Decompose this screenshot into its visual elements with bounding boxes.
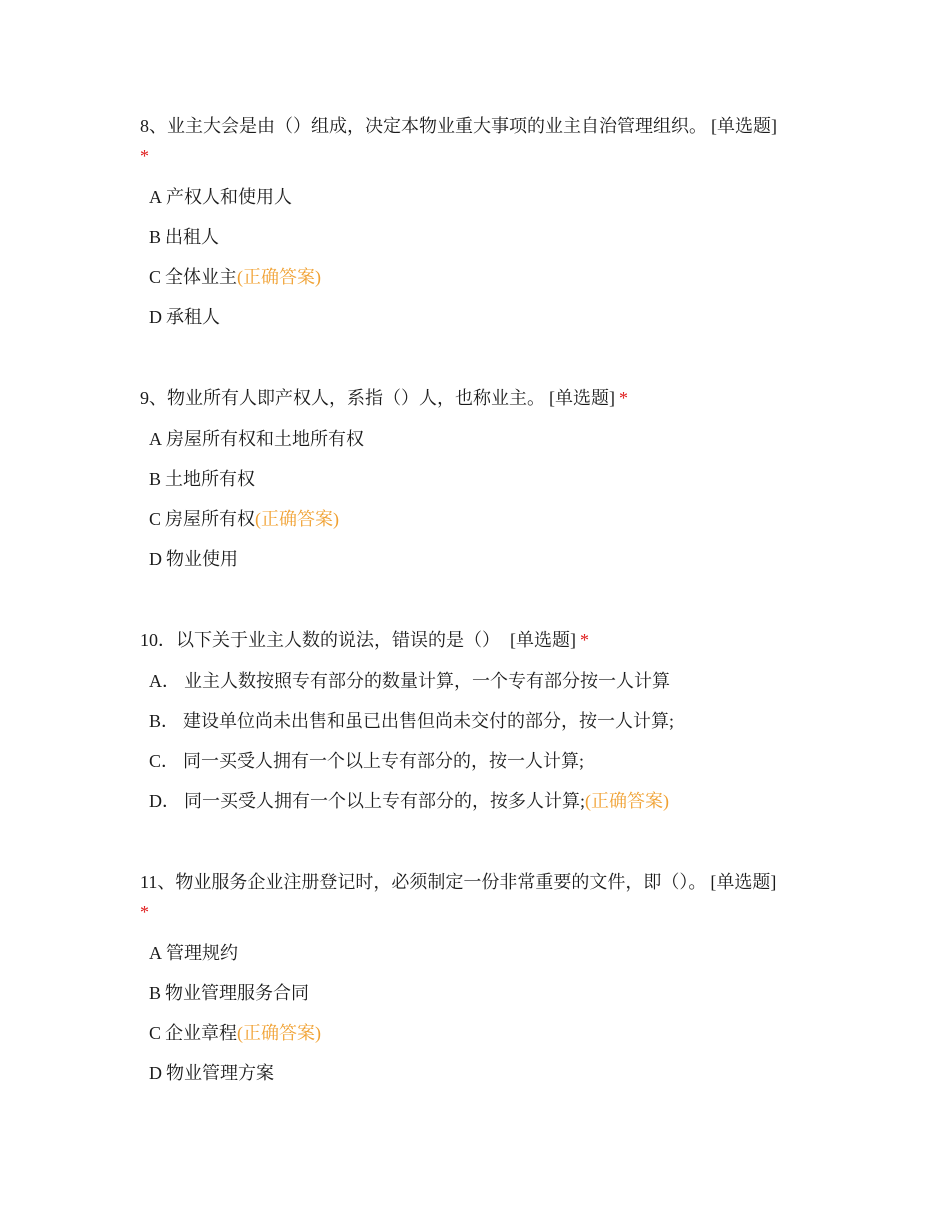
option-text: 全体业主 <box>165 267 238 287</box>
option-b[interactable] <box>149 225 820 265</box>
option-list <box>149 941 820 1101</box>
question-text: 9、物业所有人即产权人，系指（）人，也称业主。 <box>140 388 545 408</box>
option-list <box>149 185 820 345</box>
option-c[interactable] <box>149 1021 820 1061</box>
option-letter: C <box>149 1023 162 1043</box>
required-mark: * <box>140 146 149 166</box>
option-text: 建设单位尚未出售和虽已出售但尚未交付的部分，按一人计算; <box>183 711 675 731</box>
option-letter: B <box>149 469 162 489</box>
option-b[interactable] <box>149 981 820 1021</box>
option-letter: A <box>149 429 162 449</box>
question-title <box>140 867 820 927</box>
option-a[interactable] <box>149 427 820 467</box>
required-mark: * <box>619 388 628 408</box>
option-b[interactable] <box>149 709 820 749</box>
option-text: 房屋所有权和土地所有权 <box>166 429 364 449</box>
option-list <box>149 669 820 829</box>
option-letter: B <box>149 227 162 247</box>
question-title <box>140 111 820 171</box>
required-mark: * <box>140 902 149 922</box>
option-text: 土地所有权 <box>165 469 256 489</box>
option-letter: A． <box>149 671 180 691</box>
option-text: 物业管理服务合同 <box>165 983 310 1003</box>
option-letter: D <box>149 549 162 569</box>
option-d[interactable] <box>149 1061 820 1101</box>
option-text: 管理规约 <box>166 943 238 963</box>
option-letter: B． <box>149 711 180 731</box>
question-type-label: [单选题] <box>510 630 576 650</box>
option-text: 企业章程 <box>165 1023 238 1043</box>
option-list <box>149 427 820 587</box>
option-letter: D <box>149 307 162 327</box>
option-text: 物业管理方案 <box>166 1063 274 1083</box>
option-a[interactable] <box>149 941 820 981</box>
question-title <box>140 383 820 413</box>
option-text: 出租人 <box>165 227 220 247</box>
question-title <box>140 625 820 655</box>
option-text: 同一买受人拥有一个以上专有部分的，按多人计算; <box>184 791 585 811</box>
option-c[interactable] <box>149 507 820 547</box>
question-type-label: [单选题] <box>549 388 615 408</box>
correct-answer-label: (正确答案) <box>585 791 669 811</box>
question-8 <box>140 111 820 345</box>
question-9 <box>140 383 820 587</box>
option-text: 同一买受人拥有一个以上专有部分的，按一人计算; <box>183 751 585 771</box>
option-a[interactable] <box>149 185 820 225</box>
option-b[interactable] <box>149 467 820 507</box>
option-c[interactable] <box>149 265 820 305</box>
option-text: 物业使用 <box>166 549 238 569</box>
option-letter: C <box>149 509 162 529</box>
correct-answer-label: (正确答案) <box>255 509 340 529</box>
question-text: 8、业主大会是由（）组成，决定本物业重大事项的业主自治管理组织。 <box>140 116 707 136</box>
option-letter: A <box>149 943 162 963</box>
option-text: 业主人数按照专有部分的数量计算，一个专有部分按一人计算 <box>184 671 670 691</box>
question-text: 10．以下关于业主人数的说法，错误的是（） <box>140 630 500 650</box>
required-mark: * <box>580 630 589 650</box>
option-letter: D <box>149 1063 162 1083</box>
option-d[interactable] <box>149 789 820 829</box>
question-text: 11、物业服务企业注册登记时，必须制定一份非常重要的文件，即（）。 <box>140 872 707 892</box>
option-c[interactable] <box>149 749 820 789</box>
option-letter: C <box>149 267 162 287</box>
option-letter: A <box>149 187 162 207</box>
question-11 <box>140 867 820 1101</box>
option-a[interactable] <box>149 669 820 709</box>
question-10 <box>140 625 820 829</box>
option-letter: B <box>149 983 162 1003</box>
correct-answer-label: (正确答案) <box>237 267 322 287</box>
question-type-label: [单选题] <box>711 116 777 136</box>
option-text: 产权人和使用人 <box>166 187 292 207</box>
option-d[interactable] <box>149 305 820 345</box>
option-text: 承租人 <box>166 307 220 327</box>
question-type-label: [单选题] <box>710 872 777 892</box>
option-d[interactable] <box>149 547 820 587</box>
option-letter: D． <box>149 791 180 811</box>
option-text: 房屋所有权 <box>165 509 256 529</box>
option-letter: C． <box>149 751 180 771</box>
correct-answer-label: (正确答案) <box>237 1023 322 1043</box>
